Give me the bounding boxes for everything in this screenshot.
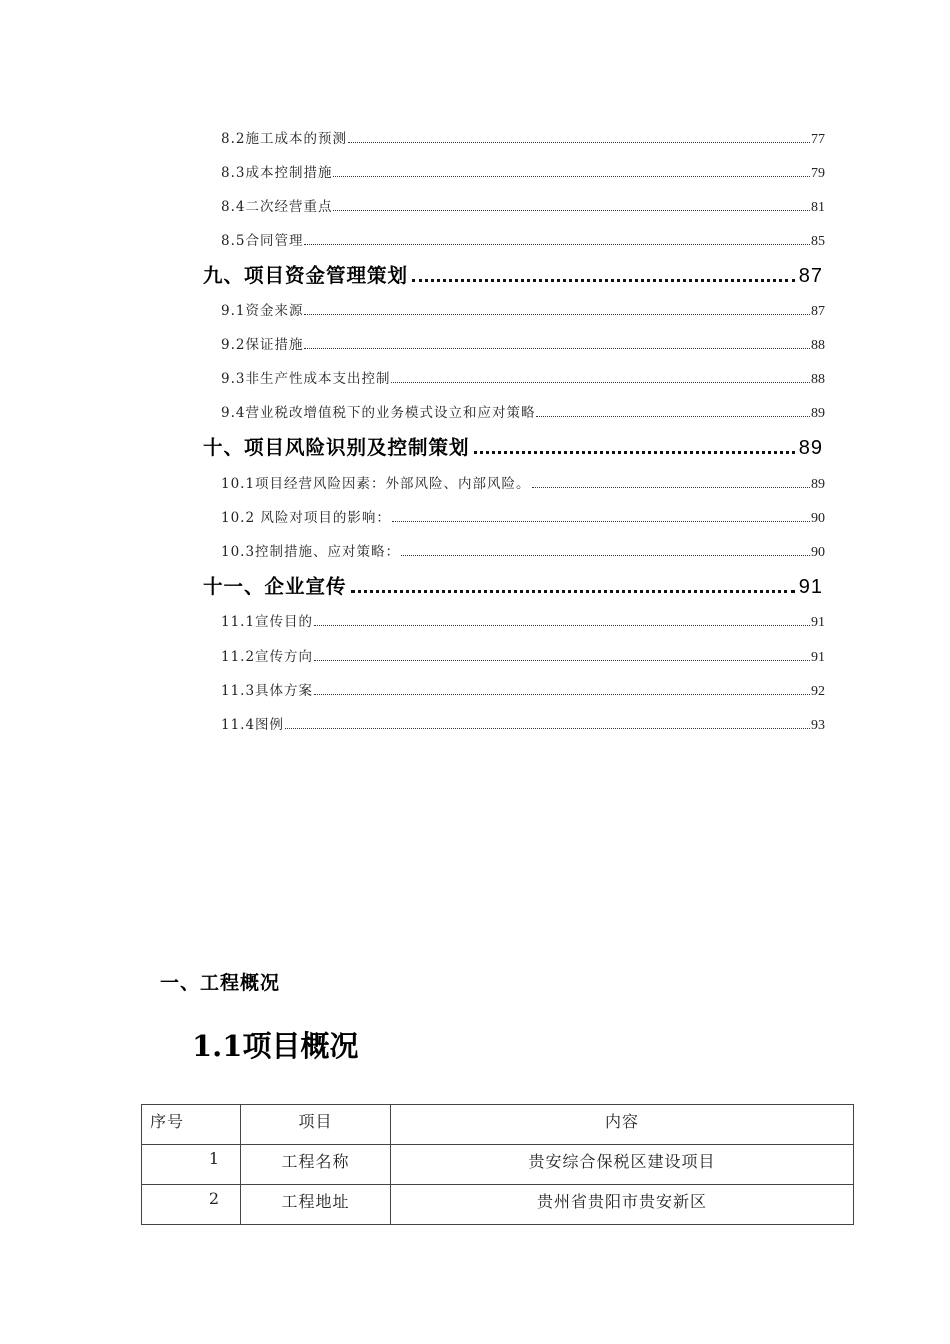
toc-entry-page: 93 (811, 718, 825, 733)
toc-entry[interactable] (221, 610, 825, 631)
table-cell: 工程名称 (241, 1145, 391, 1185)
toc-entry-page: 89 (798, 437, 823, 459)
toc-entry-page: 89 (811, 406, 825, 421)
toc-entry-page: 85 (811, 234, 825, 249)
toc-leader (304, 347, 810, 349)
toc-entry-title: 8.3成本控制措施 (221, 165, 333, 181)
toc-entry-page: 81 (811, 200, 825, 215)
toc-entry[interactable] (221, 195, 825, 216)
toc-entry-page: 87 (811, 304, 825, 319)
toc-leader (304, 243, 810, 245)
toc-entry[interactable] (221, 401, 825, 422)
toc-leader (532, 486, 810, 488)
toc-entry[interactable] (221, 127, 825, 148)
toc-entry[interactable] (221, 472, 825, 493)
toc-entry-title: 10.1项目经营风险因素：外部风险、内部风险。 (221, 476, 531, 492)
table-cell: 贵州省贵阳市贵安新区 (391, 1185, 854, 1225)
toc-leader (474, 450, 795, 454)
toc-entry[interactable] (221, 713, 825, 734)
toc-leader (333, 175, 810, 177)
toc-entry-title: 11.3具体方案 (221, 683, 314, 699)
table-row (142, 1185, 854, 1225)
toc-leader (536, 415, 810, 417)
toc-entry[interactable] (221, 540, 825, 561)
toc-leader (314, 624, 810, 626)
project-overview-table (141, 1104, 854, 1225)
toc-entry-page: 88 (811, 372, 825, 387)
toc-entry-page: 88 (811, 338, 825, 353)
toc-leader (391, 381, 810, 383)
toc-leader (392, 520, 810, 522)
toc-entry-title: 9.2保证措施 (221, 337, 304, 353)
table-cell: 贵安综合保税区建设项目 (391, 1145, 854, 1185)
toc-entry-page: 91 (798, 576, 823, 598)
toc-entry-title: 9.4营业税改增值税下的业务模式设立和应对策略 (221, 405, 536, 421)
table-cell: 1 (142, 1145, 241, 1185)
toc-entry-title: 10.2 风险对项目的影响： (221, 510, 391, 526)
toc-leader (401, 554, 810, 556)
sub-heading: 1.1项目概况 (192, 1029, 359, 1063)
toc-entry-title: 十、项目风险识别及控制策划 (203, 436, 470, 459)
toc-chapter-entry[interactable] (203, 432, 823, 460)
toc-leader (333, 209, 810, 211)
toc-chapter-entry[interactable] (203, 571, 823, 599)
toc-entry[interactable] (221, 367, 825, 388)
table-header-row (142, 1105, 854, 1145)
toc-entry[interactable] (221, 645, 825, 666)
table-header-cell: 项目 (241, 1105, 391, 1145)
toc-entry[interactable] (221, 299, 825, 320)
toc-entry[interactable] (221, 333, 825, 354)
section-heading: 一、工程概况 (160, 972, 281, 994)
table-cell: 2 (142, 1185, 241, 1225)
toc-leader (412, 278, 795, 282)
table-row (142, 1145, 854, 1185)
toc-entry-title: 九、项目资金管理策划 (203, 264, 409, 287)
toc-entry-title: 10.3控制措施、应对策略： (221, 544, 401, 560)
toc-entry-page: 91 (811, 615, 825, 630)
toc-entry-page: 87 (798, 265, 823, 287)
toc-entry[interactable] (221, 679, 825, 700)
toc-entry-title: 9.3非生产性成本支出控制 (221, 371, 391, 387)
toc-entry-title: 11.2宣传方向 (221, 649, 314, 665)
toc-entry-page: 90 (811, 511, 825, 526)
toc-entry-page: 77 (811, 132, 825, 147)
toc-entry-page: 79 (811, 166, 825, 181)
toc-entry-page: 90 (811, 545, 825, 560)
toc-entry-title: 11.4图例 (221, 717, 285, 733)
toc-leader (285, 727, 810, 729)
toc-entry-title: 8.2施工成本的预测 (221, 131, 347, 147)
toc-entry-page: 92 (811, 684, 825, 699)
toc-entry-title: 9.1资金来源 (221, 303, 304, 319)
toc-leader (314, 693, 810, 695)
toc-leader (348, 141, 810, 143)
toc-chapter-entry[interactable] (203, 260, 823, 288)
toc-entry-page: 91 (811, 650, 825, 665)
toc-entry-page: 89 (811, 477, 825, 492)
table-header-cell: 内容 (391, 1105, 854, 1145)
table-header-cell: 序号 (142, 1105, 241, 1145)
toc-leader (351, 589, 795, 593)
toc-leader (314, 659, 810, 661)
toc-leader (304, 313, 810, 315)
toc-entry[interactable] (221, 229, 825, 250)
toc-entry-title: 11.1宣传目的 (221, 614, 314, 630)
toc-entry-title: 8.5合同管理 (221, 233, 304, 249)
toc-entry-title: 8.4二次经营重点 (221, 199, 333, 215)
table-cell: 工程地址 (241, 1185, 391, 1225)
toc-entry[interactable] (221, 161, 825, 182)
toc-entry[interactable] (221, 506, 825, 527)
toc-entry-title: 十一、企业宣传 (203, 575, 347, 598)
